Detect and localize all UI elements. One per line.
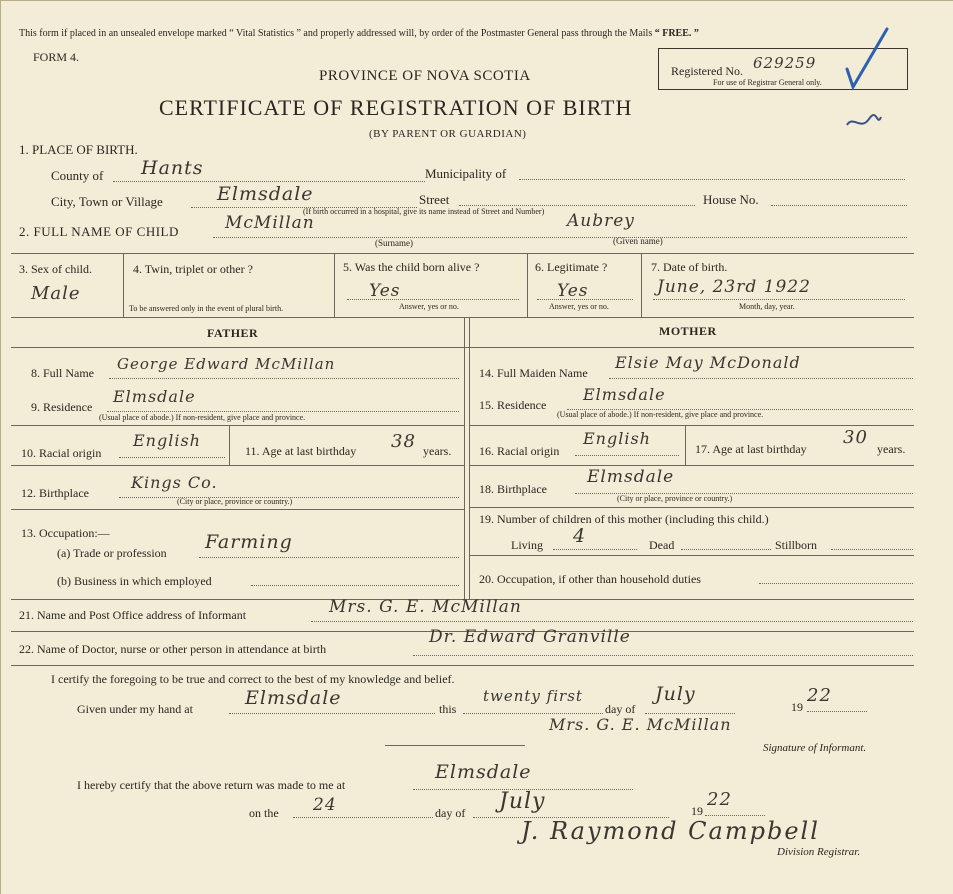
father-racial-value: English xyxy=(133,431,201,450)
county-label: County of xyxy=(51,168,104,183)
on-the-label: on the xyxy=(249,806,279,820)
born-alive-label: 5. Was the child born alive ? xyxy=(343,260,480,274)
given-under-label: Given under my hand at xyxy=(77,702,193,716)
father-age-value: 38 xyxy=(391,431,416,452)
place-of-birth-heading: 1. PLACE OF BIRTH. xyxy=(19,142,138,157)
doctor-value: Dr. Edward Granville xyxy=(429,627,631,647)
living-label: Living xyxy=(511,538,543,552)
mother-residence-note: (Usual place of abode.) If non-resident, give place and province. xyxy=(557,410,764,419)
born-alive-value: Yes xyxy=(369,281,401,301)
county-value: Hants xyxy=(141,157,204,179)
mother-racial-value: English xyxy=(583,429,651,448)
mother-residence-value: Elmsdale xyxy=(583,385,666,404)
twin-label: 4. Twin, triplet or other ? xyxy=(133,262,253,276)
dead-label: Dead xyxy=(649,538,675,552)
informant-signature: Mrs. G. E. McMillan xyxy=(549,715,732,734)
father-birthplace-value: Kings Co. xyxy=(131,473,218,492)
birth-date-note: Month, day, year. xyxy=(739,302,795,311)
twin-note: To be answered only in the event of plural birth. xyxy=(129,304,284,313)
registered-number: 629259 xyxy=(753,54,817,72)
registrar-statement: I hereby certify that the above return was made to me at xyxy=(77,778,346,792)
informant-label: 21. Name and Post Office address of Informant xyxy=(19,608,247,622)
father-residence-label: 9. Residence xyxy=(31,400,93,414)
mother-age-value: 30 xyxy=(843,427,868,448)
this-label: this xyxy=(439,702,457,716)
birth-date-label: 7. Date of birth. xyxy=(651,260,728,274)
house-no-label: House No. xyxy=(703,192,759,207)
mother-occupation-label: 20. Occupation, if other than household duties xyxy=(479,572,701,586)
father-birthplace-note: (City or place, province or country.) xyxy=(177,497,293,506)
legitimate-label: 6. Legitimate ? xyxy=(535,260,608,274)
stillborn-label: Stillborn xyxy=(775,538,818,552)
given-year-prefix: 19 xyxy=(791,700,803,714)
street-note: (If birth occurred in a hospital, give its name instead of Street and Number) xyxy=(303,207,545,216)
occupation-label: 13. Occupation:— xyxy=(21,526,110,540)
mother-birthplace-value: Elmsdale xyxy=(587,467,675,487)
legitimate-value: Yes xyxy=(557,281,589,301)
child-given-name: Aubrey xyxy=(567,211,635,231)
father-name-label: 8. Full Name xyxy=(31,366,94,380)
mother-heading: MOTHER xyxy=(659,324,717,338)
registrar-month-value: July xyxy=(499,789,546,814)
street-label: Street xyxy=(419,192,450,207)
informant-signature-caption: Signature of Informant. xyxy=(763,742,867,754)
father-heading: FATHER xyxy=(207,326,259,340)
child-name-label: 2. FULL NAME OF CHILD xyxy=(19,224,179,239)
check-mark-icon xyxy=(829,23,899,93)
city-value: Elmsdale xyxy=(217,183,314,205)
city-label: City, Town or Village xyxy=(51,194,163,209)
mother-name-value: Elsie May McDonald xyxy=(615,353,801,372)
birth-date-value: June, 23rd 1922 xyxy=(657,277,811,297)
registrar-year-prefix: 19 xyxy=(691,804,703,818)
informant-value: Mrs. G. E. McMillan xyxy=(329,597,522,617)
trade-label: (a) Trade or profession xyxy=(57,546,167,560)
certificate-subtitle: (BY PARENT OR GUARDIAN) xyxy=(369,128,527,140)
child-surname: McMillan xyxy=(225,213,315,233)
registrar-signature: J. Raymond Campbell xyxy=(521,817,820,845)
mother-birthplace-note: (City or place, province or country.) xyxy=(617,494,733,503)
certificate-title: CERTIFICATE OF REGISTRATION OF BIRTH xyxy=(159,95,633,120)
registrar-day-of-label: day of xyxy=(435,806,466,820)
registrar-year-value: 22 xyxy=(707,789,732,810)
father-residence-value: Elmsdale xyxy=(113,387,196,406)
registrar-note: For use of Registrar General only. xyxy=(713,78,822,87)
province-heading: PROVINCE OF NOVA SCOTIA xyxy=(319,68,531,84)
given-day-value: twenty first xyxy=(483,687,583,705)
father-name-value: George Edward McMillan xyxy=(117,355,336,373)
mother-residence-label: 15. Residence xyxy=(479,398,547,412)
mother-age-years: years. xyxy=(877,442,906,456)
trade-value: Farming xyxy=(205,531,293,553)
father-age-years: years. xyxy=(423,444,452,458)
father-racial-label: 10. Racial origin xyxy=(21,446,102,460)
given-month-value: July xyxy=(655,683,696,705)
business-label: (b) Business in which employed xyxy=(57,574,212,588)
mother-racial-label: 16. Racial origin xyxy=(479,444,560,458)
sex-value: Male xyxy=(31,283,81,304)
form-number: FORM 4. xyxy=(33,50,80,64)
father-birthplace-label: 12. Birthplace xyxy=(21,486,89,500)
mother-name-label: 14. Full Maiden Name xyxy=(479,366,588,380)
day-of-label: day of xyxy=(605,702,636,716)
sex-label: 3. Sex of child. xyxy=(19,262,92,276)
surname-caption: (Surname) xyxy=(375,238,413,248)
postal-notice: This form if placed in an unsealed envelope marked “ Vital Statistics ” and properly addressed will, by order of the Postmaster General pass through the Mails “ FREE. ” xyxy=(19,28,699,39)
registrar-place-value: Elmsdale xyxy=(435,761,532,783)
living-value: 4 xyxy=(573,525,587,547)
stamp-scribble-icon xyxy=(843,111,883,135)
father-residence-note: (Usual place of abode.) If non-resident, give place and province. xyxy=(99,413,306,422)
registrar-caption: Division Registrar. xyxy=(777,846,861,858)
registered-label: Registered No. xyxy=(671,64,743,78)
mother-age-label: 17. Age at last birthday xyxy=(695,442,807,456)
certify-statement: I certify the foregoing to be true and correct to the best of my knowledge and belief. xyxy=(51,672,455,686)
doctor-label: 22. Name of Doctor, nurse or other person in attendance at birth xyxy=(19,642,327,656)
postal-free: “ FREE. ” xyxy=(654,28,699,39)
legitimate-note: Answer, yes or no. xyxy=(549,302,609,311)
given-year-value: 22 xyxy=(807,685,832,706)
given-place-value: Elmsdale xyxy=(245,687,342,709)
mother-birthplace-label: 18. Birthplace xyxy=(479,482,547,496)
children-count-label: 19. Number of children of this mother (including this child.) xyxy=(479,512,769,526)
registrar-day-value: 24 xyxy=(313,795,337,815)
born-alive-note: Answer, yes or no. xyxy=(399,302,459,311)
given-caption: (Given name) xyxy=(613,236,663,246)
municipality-label: Municipality of xyxy=(425,166,507,181)
father-age-label: 11. Age at last birthday xyxy=(245,444,357,458)
